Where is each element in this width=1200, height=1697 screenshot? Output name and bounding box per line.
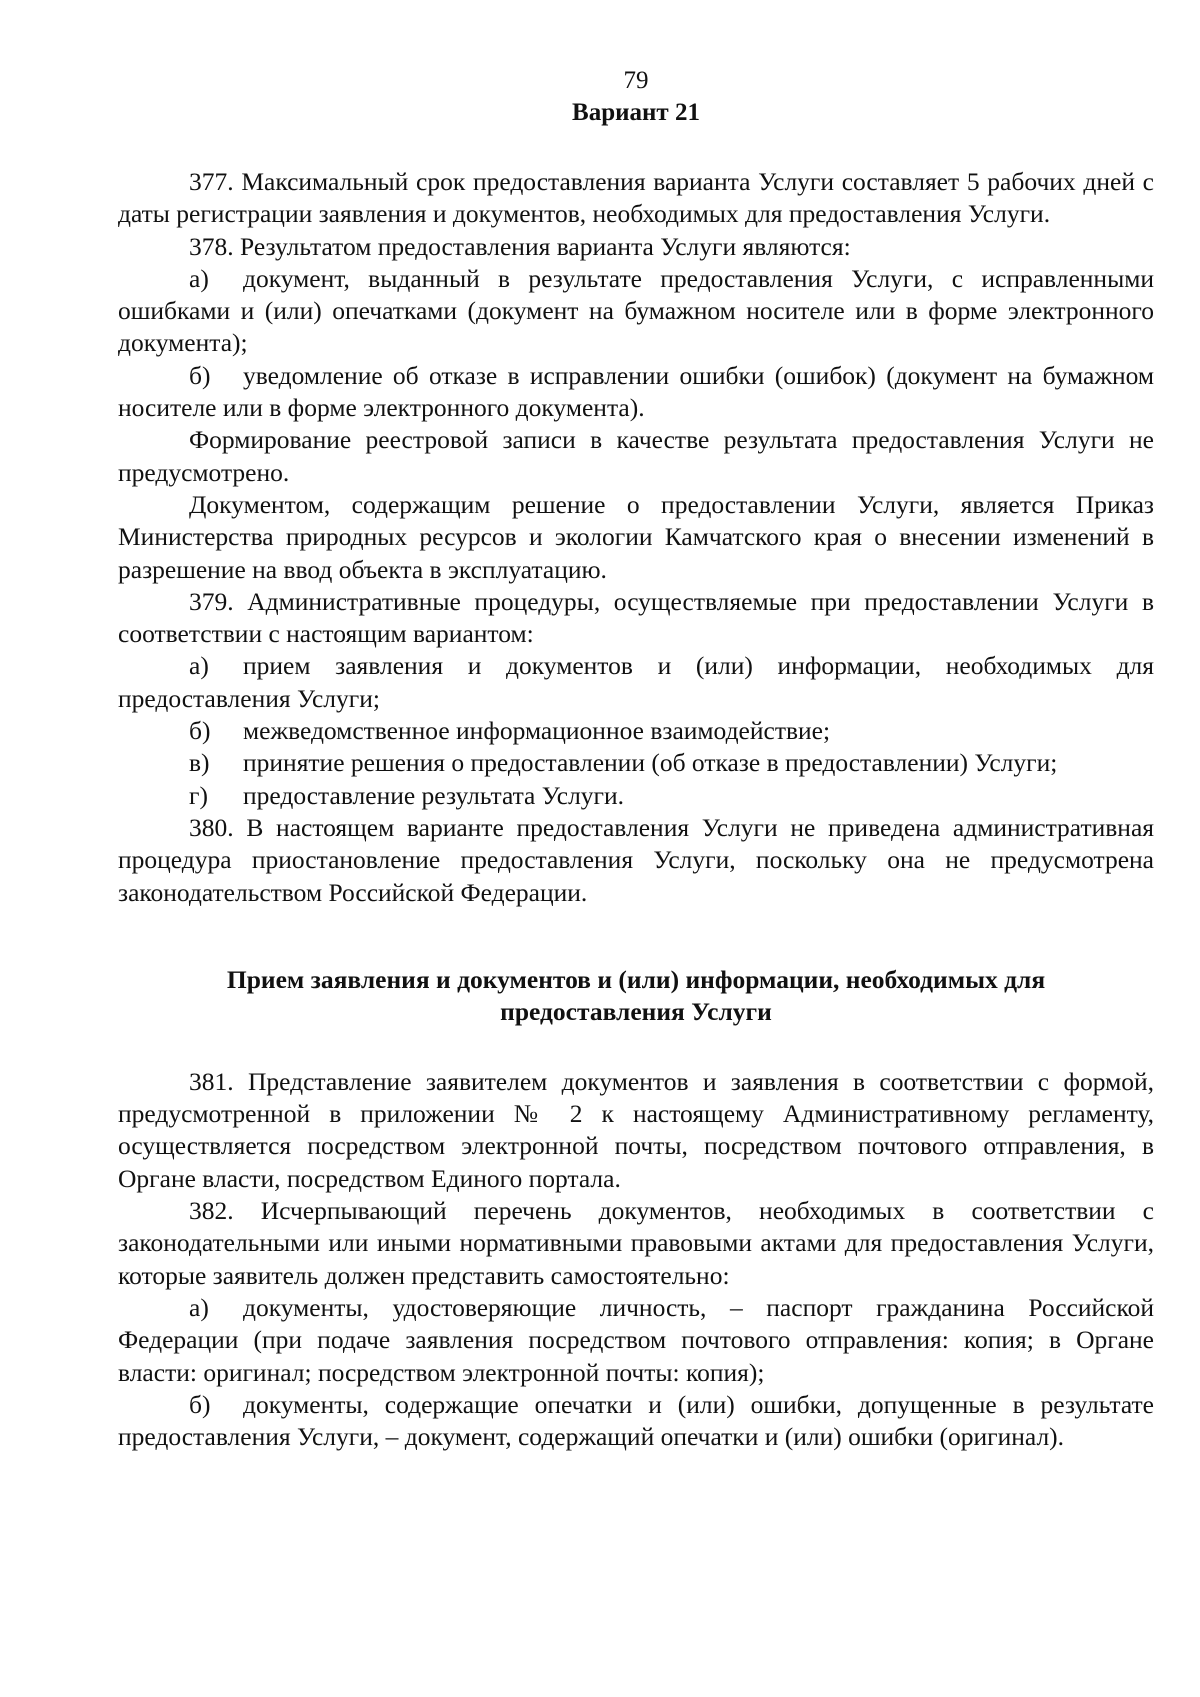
paragraph-text: 380. В настоящем варианте предоставления Услуги не приведена административная процедура приостановление предоставления Услуги, поскольку она не предусмотрена законодательством Российской Федерации.: [118, 812, 1154, 907]
list-label: а): [189, 1292, 209, 1322]
paragraph-381: [118, 1066, 1154, 1195]
paragraph-text: 379. Административные процедуры, осуществляемые при предоставлении Услуги в соответствии с настоящим вариантом:: [118, 586, 1154, 649]
list-item-379-v: [118, 747, 1154, 779]
paragraph-text: Формирование реестровой записи в качестве результата предоставления Услуги не предусмотрено.: [118, 425, 1154, 487]
paragraph-text: 378. Результатом предоставления варианта Услуги являются:: [189, 231, 851, 261]
list-item-379-b: [118, 715, 1154, 747]
paragraphs-part1: [118, 166, 1154, 909]
variant-title: Вариант 21: [572, 99, 700, 126]
list-label: б): [189, 1389, 211, 1419]
paragraph-text: 381. Представление заявителем документов и заявления в соответствии с формой, предусмотренной в приложении № 2 к настоящему Административному регламенту, осуществляется посредством электронной почты, посредством почтового отправления, в Органе власти, посредством Единого портала.: [118, 1066, 1154, 1193]
list-text: предоставление результата Услуги.: [243, 780, 625, 810]
paragraph-decision-document: [118, 489, 1154, 586]
list-label: г): [189, 780, 208, 810]
paragraph-380: [118, 812, 1154, 909]
list-text: документы, удостоверяющие личность, – паспорт гражданина Российской Федерации (при подаче заявления посредством почтового отправления: копия; в Органе власти: оригинал; посредством электронной почты: копия);: [118, 1292, 1154, 1387]
list-text: документы, содержащие опечатки и (или) ошибки, допущенные в результате предоставления Услуги, – документ, содержащий опечатки и (или) ошибки (оригинал).: [118, 1389, 1154, 1452]
list-label: а): [189, 651, 209, 681]
list-item-382-a: [118, 1292, 1154, 1389]
paragraph-text: 377. Максимальный срок предоставления варианта Услуги составляет 5 рабочих дней с даты регистрации заявления и документов, необходимых для предоставления Услуги.: [118, 167, 1154, 229]
paragraph-382: [118, 1195, 1154, 1292]
paragraph-379: [118, 586, 1154, 651]
page-number: 79: [623, 67, 649, 94]
list-text: межведомственное информационное взаимодействие;: [243, 716, 831, 746]
list-text: уведомление об отказе в исправлении ошибки (ошибок) (документ на бумажном носителе или в форме электронного документа).: [118, 360, 1154, 423]
section-title: Прием заявления и документов и (или) информации, необходимых для предоставления Услуги: [226, 964, 1046, 1026]
list-item-378-a: [118, 263, 1154, 360]
list-text: документ, выданный в результате предоставления Услуги, с исправленными ошибками и (или) опечатками (документ на бумажном носителе или в форме электронного документа);: [118, 263, 1154, 358]
paragraph-text: 382. Исчерпывающий перечень документов, необходимых в соответствии с законодательными или иными нормативными правовыми актами для предоставления Услуги, которые заявитель должен представить самостоятельно:: [118, 1196, 1154, 1290]
list-label: б): [189, 360, 211, 390]
paragraphs-part2: [118, 1066, 1154, 1454]
document-page: [118, 66, 1154, 1453]
list-label: в): [189, 748, 210, 778]
paragraph-registry-note: [118, 424, 1154, 489]
list-item-379-a: [118, 650, 1154, 715]
list-text: принятие решения о предоставлении (об отказе в предоставлении) Услуги;: [243, 748, 1058, 778]
list-item-382-b: [118, 1389, 1154, 1454]
list-label: а): [189, 263, 209, 293]
list-label: б): [189, 716, 211, 746]
paragraph-378: [118, 231, 1154, 263]
list-item-378-b: [118, 360, 1154, 425]
list-item-379-g: [118, 780, 1154, 812]
paragraph-377: [118, 166, 1154, 231]
list-text: прием заявления и документов и (или) информации, необходимых для предоставления Услуги;: [118, 651, 1154, 713]
paragraph-text: Документом, содержащим решение о предоставлении Услуги, является Приказ Министерства природных ресурсов и экологии Камчатского края о внесении изменений в разрешение на ввод объекта в эксплуатацию.: [118, 489, 1154, 584]
